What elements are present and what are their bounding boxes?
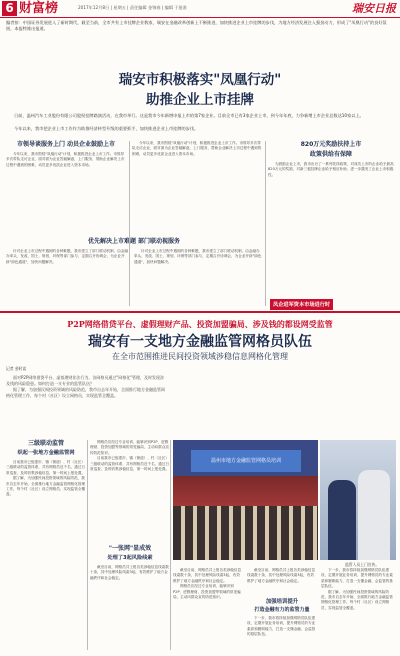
article1-lede: 日前，温州汽车工业股份有限公司股权挂牌路演活动，在我市举行。这是我市今年新增申报上市的第7家企业。目前全市已有3家企业上市，到今年年底，力争新增上市企业总数达10家以上。 — [14, 113, 364, 118]
article2-lede: 面对P2P网络借贷平台、虚拟理财非法行为，各网格员通过"网格化"管理，及时发现涉及钱的风险隐患。如何打造一支专业的监管队伍？ 据了解，为加强民间投资领域的风险防范，我市自去年开始，全面推行地方金融监管网格化管理工作，每个村（社区）设立网格员，实现监管全覆盖。 — [6, 375, 165, 398]
article2-sub5: 加强培训提升 — [265, 599, 299, 605]
article2-subhead: 在全市范围推进民间投资领域涉稳信息网格化管理 — [112, 352, 288, 361]
subhead-1: 市领导谈服务上门 动员企业鼓励上市 — [16, 141, 116, 148]
editor-note: 编者按：中国证券发展进入了新时期代，截至当前，全市共有上市挂牌企业数家，瑞安在金融改革创新上不断推进，加快推进企业上市挂牌的步伐，为地方经济发展注入强劲动力，形成了"凤凰行动"的良好氛围，本报特推出报道。 — [6, 20, 387, 32]
article1-col-3: 为鼓励企业上市，我市出台了一系列扶持政策，对成功上市的企业给予最高820万元的奖励，对新三板挂牌企业给予相应补助，进一步激发了企业上市积极性。 — [268, 162, 394, 177]
byline: 记者 金时谈 — [6, 366, 27, 371]
subhead-2: 优先解决上市难题 部门联动视服务 — [87, 238, 181, 245]
article1-col-2: 今年以来，我市围绕"凤凰行动"计划，积极推进企业上市工作。市领导多次带队走访企业，面对面为企业答疑解惑，上门服务，帮助企业解决上市过程中遇到的困难，动员更多优质企业进入资本市场。 — [132, 141, 262, 156]
article2-col-1: 目前我市已组建市、镇（街道）、村（社区）三级联动的监管体系，共有网格员近千名，通过日常巡查，及时收集涉稳信息，第一时间上报处置。 据了解，为加强民间投资领域的风险防范，我市自去年开始，全面推行地方金融监管网格化管理工作，每个村（社区）设立网格员，实现监管全覆盖。 — [6, 460, 86, 497]
photo-caption-2: 监管人员上门宣传。 — [345, 562, 380, 567]
article1-col-4: 针对企业上市过程中遇到的各种难题，我市建立了部门联动机制，由金融办牵头，发改、国土、规划、环保等部门参与，定期召开协调会，为企业开辟"绿色通道"，加快问题解决。 — [6, 249, 128, 264]
headline-line-2: 助推企业上市挂牌 — [146, 92, 254, 108]
article2-sub1: 三级联动监管 — [27, 440, 64, 447]
photo-screen-text: 温州市地方金融监管网格员培训 — [191, 450, 301, 472]
subhead-3: 820万元奖励扶持上市 — [300, 141, 362, 148]
article2-col-5: 截至目前，网格员共上报各类涉稳信息线索数十条，其中处理风险线索3起，有效维护了地方金融秩序和社会稳定。 — [247, 568, 316, 583]
newspaper-logo: 瑞安日报 — [352, 2, 396, 15]
article2-col-7: 下一步，我市将持续加强网格员队伍建设，定期开展业务培训，提升网格员的专业素质和履职能力，打造一支懂金融、会监管的基层队伍。 据了解，为加强民间投资领域的风险防范，我市自去年开始，全面推行地方金融监管网格化管理工作，每个村（社区）设立网格员，实现监管全覆盖。 — [321, 568, 393, 610]
article2-sub3: "一张网"显成效 — [108, 545, 152, 552]
headline-line-1: 瑞安市积极落实"凤凰行动" — [118, 72, 282, 88]
article2-col-3: 截至目前，网格员共上报各类涉稳信息线索数十条，其中处理风险线索3起，有效维护了地方金融秩序和社会稳定。 — [90, 565, 169, 580]
dateline: 2017年12月8日 | 星期五 | 责任编辑 金锦春 | 编辑 于批准 — [78, 5, 187, 10]
article2-headline: 瑞安有一支地方金融监管网格员队伍 — [88, 334, 312, 350]
article1-col-1: 今年以来，我市围绕"凤凰行动"计划，积极推进企业上市工作。市领导多次带队走访企业，面对面为企业答疑解惑，上门服务，帮助企业解决上市过程中遇到的困难，动员更多优质企业进入资本市场。 — [6, 152, 125, 167]
page-number: 6 — [2, 1, 17, 16]
subhead-4: 政策供给有保障 — [309, 151, 352, 158]
article2-sub4: 处理了3起风险线索 — [107, 555, 153, 561]
feature-box: 凤企进军资本市场进行时 — [270, 299, 333, 310]
section-title: 财富榜 — [19, 1, 59, 16]
article2-col-4: 截至目前，网格员共上报各类涉稳信息线索数十条，其中处理风险线索3起，有效维护了地方金融秩序和社会稳定。 网格员们经过专业培训，能够识别P2P、虚假理财、投资加盟等领域的常见骗局，主动向群众宣传防范知识。 — [173, 568, 242, 600]
article2-col-2: 网格员们经过专业培训，能够识别P2P、虚假理财、投资加盟等领域的常见骗局，主动向群众宣传防范知识。 目前我市已组建市、镇（街道）、村（社区）三级联动的监管体系，共有网格员近千名，通过日常巡查，及时收集涉稳信息，第一时间上报处置。 — [90, 440, 170, 472]
article1-col-5: 针对企业上市过程中遇到的各种难题，我市建立了部门联动机制，由金融办牵头，发改、国土、规划、环保等部门参与，定期召开协调会，为企业开辟"绿色通道"，加快问题解决。 — [134, 249, 262, 264]
article1-lede-2: 今年以来，我市把企业上市工作作为助推经济转型升级的重要抓手，加快推进企业上市挂牌的步伐。 — [14, 126, 199, 131]
article2-kicker: P2P网络借贷平台、虚假理财产品、投资加盟骗局、涉及钱的都设网受监管 — [67, 319, 333, 329]
article2-col-6: 下一步，我市将持续加强网格员队伍建设，定期开展业务培训，提升网格员的专业素质和履职能力，打造一支懂金融、会监管的基层队伍。 — [247, 616, 316, 637]
officials-photo — [320, 440, 396, 560]
training-photo — [173, 440, 318, 560]
article2-sub2: 织起一张地方金融监管网 — [17, 450, 75, 456]
masthead — [0, 0, 400, 18]
section-divider — [0, 311, 400, 313]
article2-sub6: 打造金融有力的监管力量 — [254, 607, 310, 613]
